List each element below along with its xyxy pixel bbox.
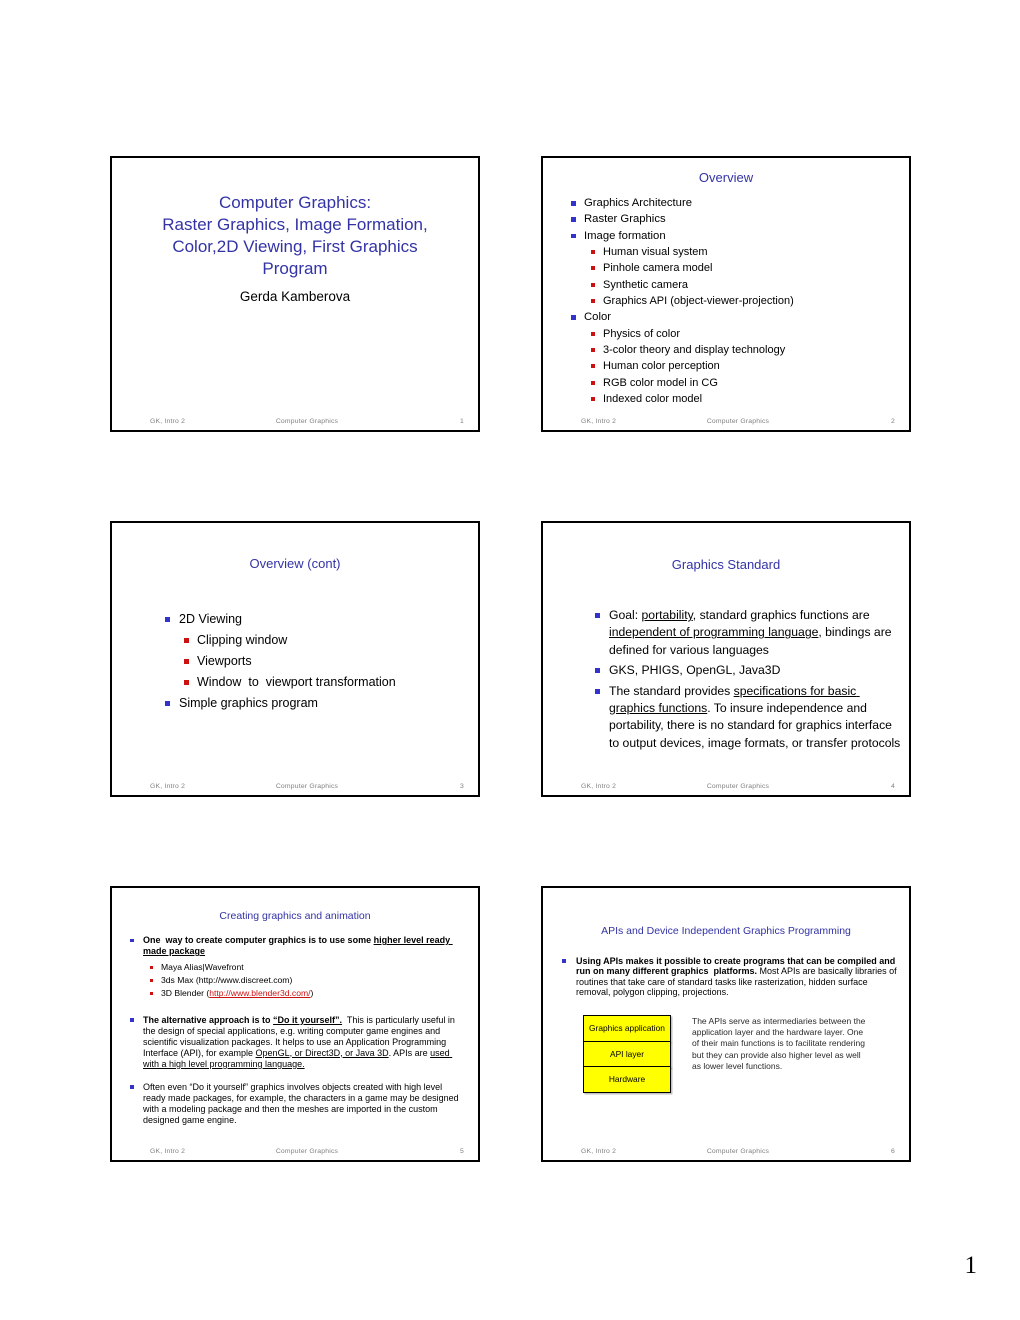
text-segment: 3ds Max (http://www.discreet.com)	[161, 975, 293, 986]
bullet-item	[570, 326, 903, 342]
bullet-square-icon	[165, 617, 170, 622]
bullet-item	[129, 935, 465, 957]
bullet-item	[570, 260, 903, 276]
bullet-square-icon	[595, 613, 600, 618]
bullet-square-icon	[591, 283, 595, 287]
text-segment: used with a high level programming language.	[143, 1047, 453, 1069]
slide-1-title	[112, 192, 478, 280]
bullet-item	[595, 662, 904, 679]
bullet-item	[595, 683, 904, 753]
bullet-square-icon	[591, 348, 595, 352]
bullet-item	[165, 609, 472, 630]
diagram-box-graphics-application: Graphics application	[583, 1015, 671, 1042]
bullet-text	[143, 935, 453, 956]
bullet-text: Human color perception	[603, 360, 720, 373]
bullet-item	[570, 375, 903, 391]
text-segment: higher level ready made package	[143, 935, 453, 956]
slide-4	[541, 521, 911, 797]
bullet-square-icon	[130, 1085, 134, 1089]
package-item	[129, 974, 465, 987]
footer-center: Computer Graphics	[706, 1148, 770, 1155]
bullet-text: 2D Viewing	[179, 612, 243, 626]
footer-left: GK, Intro 2	[150, 1148, 186, 1155]
footer-slide-number: 5	[460, 1148, 464, 1155]
bullet-square-icon	[571, 217, 576, 222]
package-text	[161, 988, 313, 998]
slide-5	[110, 886, 480, 1162]
bullet-square-icon	[571, 234, 576, 239]
text-segment: The alternative approach is to	[143, 1014, 274, 1025]
bullet-item	[570, 293, 903, 309]
slide-footer	[581, 1148, 895, 1155]
text-segment: Often even “Do it yourself” graphics involves objects created with high level ready made packages, for example, the characters in a game may be designed with a modeling package and then the meshes are imported in the custom designed game engine.	[143, 1081, 462, 1125]
bullet-square-icon	[150, 966, 153, 969]
bullet-square-icon	[571, 315, 576, 320]
text-segment: This is particularly useful in the design of special applications, e.g. writing computer game engines and scientific visualization packages. It helps to use an Application Programming Interface (API), for example	[143, 1014, 458, 1058]
bullet-square-icon	[150, 979, 153, 982]
text-segment: . APIs are	[388, 1047, 431, 1058]
text-segment: , bindings are defined for various languages	[609, 625, 895, 657]
bullet-text	[576, 956, 899, 997]
slide-1	[110, 156, 480, 432]
text-segment: GKS, PHIGS, OpenGL, Java3D	[609, 663, 781, 678]
footer-left: GK, Intro 2	[581, 1148, 617, 1155]
bullet-text: Graphics Architecture	[584, 197, 692, 209]
bullet-text	[609, 684, 900, 750]
footer-left: GK, Intro 2	[581, 418, 617, 425]
bullet-text: Synthetic camera	[603, 278, 688, 291]
slide-2-title: Overview	[698, 170, 754, 185]
bullet-list	[570, 195, 903, 407]
bullet-square-icon	[591, 266, 595, 270]
bullet-item	[570, 391, 903, 407]
text-segment: 3D Blender (	[161, 988, 210, 999]
slide-6-title: APIs and Device Independent Graphics Programming	[601, 925, 851, 937]
bullet-text: Human visual system	[603, 246, 708, 259]
slide-2	[541, 156, 911, 432]
bullet-item	[570, 309, 903, 325]
bullet-text: Clipping window	[197, 633, 288, 647]
text-segment: . To insure independence and portability, there is no standard for graphics interface to output devices, image formats, or transfer protocols	[609, 701, 901, 750]
title-line: Color,2D Viewing, First Graphics	[172, 237, 418, 256]
bullet-item	[561, 956, 898, 997]
bullet-square-icon	[571, 201, 576, 206]
footer-slide-number: 2	[891, 418, 895, 425]
bullet-list	[165, 609, 472, 714]
text-segment: One way to create computer graphics is to use some	[143, 935, 374, 945]
bullet-text	[143, 1015, 457, 1069]
bullet-item	[570, 342, 903, 358]
bullet-square-icon	[184, 659, 189, 664]
bullet-item	[570, 228, 903, 244]
footer-slide-number: 3	[460, 783, 464, 790]
bullet-square-icon	[184, 680, 189, 685]
bullet-item	[165, 630, 472, 651]
text-segment: , standard graphics functions are	[692, 608, 874, 622]
text-segment: )	[310, 988, 314, 999]
bullet-text: Color	[584, 311, 611, 324]
footer-left: GK, Intro 2	[150, 783, 186, 790]
slide-5-content	[129, 935, 465, 1126]
bullet-square-icon	[591, 299, 595, 303]
footer-left: GK, Intro 2	[150, 418, 186, 425]
slide-6	[541, 886, 911, 1162]
title-line: Raster Graphics, Image Formation,	[162, 215, 428, 234]
text-segment: portability	[641, 608, 693, 622]
bullet-item	[165, 672, 472, 693]
bullet-square-icon	[591, 364, 595, 368]
bullet-text: Window to viewport transformation	[197, 675, 396, 689]
footer-center: Computer Graphics	[706, 783, 770, 790]
bullet-item	[570, 244, 903, 260]
text-segment: independent of programming language	[609, 625, 819, 640]
bullet-text: RGB color model in CG	[603, 376, 718, 389]
diagram-caption: The APIs serve as intermediaries between the application layer and the hardware layer. One of their main functions is to facilitate rendering but they can provide also higher level as well as lower level functions.	[692, 1016, 866, 1071]
slide-footer	[150, 418, 464, 425]
text-segment: specifications for basic graphics functions	[609, 683, 860, 716]
bullet-text: Image formation	[584, 229, 666, 242]
bullet-text: Indexed color model	[603, 393, 703, 406]
slide-footer	[581, 418, 895, 425]
bullet-square-icon	[562, 959, 566, 963]
footer-center: Computer Graphics	[706, 418, 770, 425]
bullet-item	[129, 1082, 465, 1126]
bullet-square-icon	[591, 332, 595, 336]
package-text	[161, 975, 292, 985]
slide-3	[110, 521, 480, 797]
bullet-item	[595, 607, 904, 659]
slide-footer	[581, 783, 895, 790]
bullet-square-icon	[184, 638, 189, 643]
text-segment: OpenGL, or Direct3D, or Java 3D	[255, 1047, 389, 1058]
slide-3-title: Overview (cont)	[249, 556, 341, 571]
api-layer-diagram	[583, 1015, 671, 1093]
slide-footer	[150, 783, 464, 790]
title-line: Computer Graphics:	[218, 193, 372, 212]
bullet-text: Raster Graphics	[584, 213, 666, 226]
bullet-square-icon	[591, 250, 595, 254]
bullet-text: Physics of color	[603, 327, 681, 340]
bullet-text: Graphics API (object-viewer-projection)	[603, 295, 794, 308]
footer-center: Computer Graphics	[275, 418, 339, 425]
bullet-text: 3-color theory and display technology	[603, 344, 786, 357]
package-item	[129, 987, 465, 1000]
bullet-square-icon	[595, 689, 600, 694]
author-name: Gerda Kamberova	[239, 289, 351, 304]
hyperlink[interactable]: http://www.blender3d.com/	[209, 988, 311, 999]
text-segment: Most APIs are basically libraries of routines that take care of standard tasks like rasterization, hidden surface removal, polygon clipping, projections.	[576, 966, 900, 997]
bullet-item	[570, 195, 903, 211]
title-line: Program	[262, 259, 328, 278]
slide-5-title: Creating graphics and animation	[219, 910, 371, 922]
footer-slide-number: 1	[460, 418, 464, 425]
bullet-item	[570, 277, 903, 293]
slide-footer	[150, 1148, 464, 1155]
bullet-square-icon	[595, 668, 600, 673]
bullet-item	[165, 651, 472, 672]
bullet-text	[609, 608, 895, 657]
bullet-text	[609, 663, 780, 677]
footer-center: Computer Graphics	[275, 783, 339, 790]
slide-4-title: Graphics Standard	[671, 557, 781, 572]
footer-slide-number: 6	[891, 1148, 895, 1155]
diagram-box-api-layer: API layer	[583, 1041, 671, 1068]
bullet-text: Simple graphics program	[179, 696, 318, 710]
bullet-text	[143, 1082, 461, 1125]
bullet-square-icon	[130, 939, 134, 943]
text-segment: The standard provides	[609, 683, 734, 698]
text-segment: Maya Alias|Wavefront	[161, 962, 244, 972]
text-segment: Using APIs makes it possible to create programs that can be compiled and run on many different graphics platforms.	[576, 956, 898, 977]
text-segment: “Do it yourself”.	[273, 1014, 343, 1025]
bullet-item	[570, 211, 903, 227]
diagram-box-hardware: Hardware	[583, 1066, 671, 1093]
bullet-list	[595, 607, 904, 755]
package-item	[129, 961, 465, 974]
bullet-square-icon	[591, 397, 595, 401]
bullet-square-icon	[165, 701, 170, 706]
bullet-item	[129, 1015, 465, 1070]
bullet-square-icon	[130, 1018, 134, 1022]
page-number: 1	[964, 1252, 977, 1279]
footer-slide-number: 4	[891, 783, 895, 790]
package-list	[129, 961, 465, 1001]
bullet-item	[165, 693, 472, 714]
package-text	[161, 962, 244, 972]
bullet-item	[570, 358, 903, 374]
bullet-text: Pinhole camera model	[603, 262, 713, 275]
bullet-square-icon	[150, 992, 153, 995]
footer-center: Computer Graphics	[275, 1148, 339, 1155]
bullet-square-icon	[591, 381, 595, 385]
text-segment: Goal:	[609, 608, 642, 622]
footer-left: GK, Intro 2	[581, 783, 617, 790]
bullet-text: Viewports	[197, 654, 252, 668]
